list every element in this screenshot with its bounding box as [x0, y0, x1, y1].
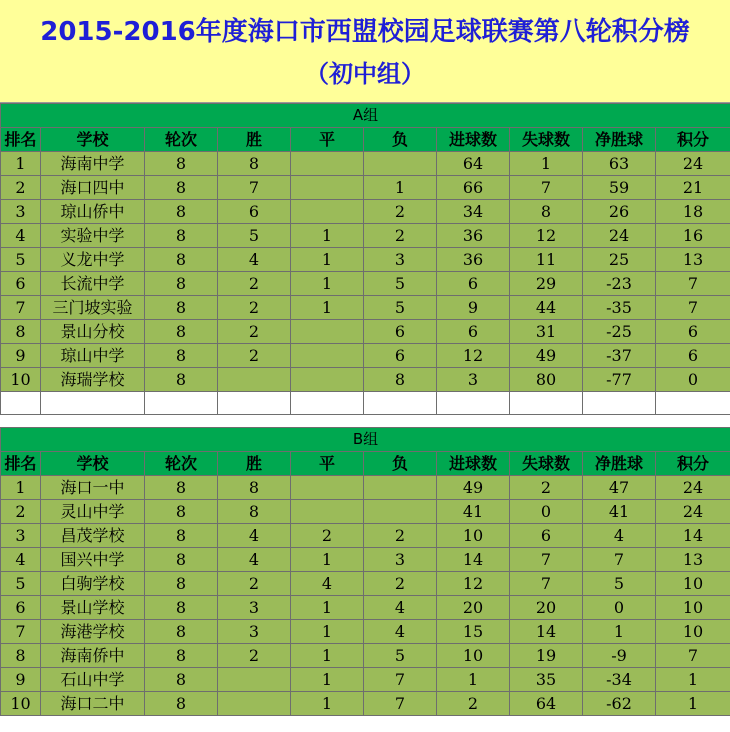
goals-for-cell: 15 — [437, 620, 510, 644]
points-cell: 10 — [656, 572, 730, 596]
goals-for-cell: 64 — [437, 152, 510, 176]
goals-against-cell: 8 — [510, 200, 583, 224]
goal-diff-cell: -25 — [583, 320, 656, 344]
table-row — [1, 368, 730, 392]
rounds-cell: 8 — [145, 320, 218, 344]
wins-cell: 2 — [218, 644, 291, 668]
empty-cell — [291, 392, 364, 415]
goal-diff-cell: -9 — [583, 644, 656, 668]
school-cell: 海口四中 — [41, 176, 145, 200]
school-cell: 海口一中 — [41, 476, 145, 500]
header-wins: 胜 — [218, 452, 291, 476]
goals-against-cell: 7 — [510, 572, 583, 596]
goals-for-cell: 12 — [437, 572, 510, 596]
rank-cell: 5 — [1, 572, 41, 596]
table-row — [1, 668, 730, 692]
table-row — [1, 644, 730, 668]
rank-cell: 8 — [1, 644, 41, 668]
table-row — [1, 200, 730, 224]
table-row — [1, 596, 730, 620]
rank-cell: 10 — [1, 368, 41, 392]
goal-diff-cell: 5 — [583, 572, 656, 596]
losses-cell: 2 — [364, 524, 437, 548]
losses-cell: 6 — [364, 320, 437, 344]
header-school: 学校 — [41, 128, 145, 152]
goal-diff-cell: 4 — [583, 524, 656, 548]
school-cell: 琼山中学 — [41, 344, 145, 368]
wins-cell: 3 — [218, 596, 291, 620]
points-cell: 24 — [656, 476, 730, 500]
rank-cell: 3 — [1, 200, 41, 224]
draws-cell: 1 — [291, 296, 364, 320]
draws-cell: 1 — [291, 692, 364, 716]
points-cell: 1 — [656, 668, 730, 692]
empty-cell — [510, 392, 583, 415]
header-rank: 排名 — [1, 452, 41, 476]
rank-cell: 6 — [1, 596, 41, 620]
group-b-table — [0, 427, 730, 716]
goals-against-cell: 29 — [510, 272, 583, 296]
school-cell: 石山中学 — [41, 668, 145, 692]
goals-for-cell: 49 — [437, 476, 510, 500]
goals-against-cell: 0 — [510, 500, 583, 524]
points-cell: 24 — [656, 152, 730, 176]
draws-cell: 1 — [291, 272, 364, 296]
goal-diff-cell: 63 — [583, 152, 656, 176]
goals-for-cell: 6 — [437, 320, 510, 344]
wins-cell: 2 — [218, 272, 291, 296]
rounds-cell: 8 — [145, 644, 218, 668]
losses-cell: 5 — [364, 296, 437, 320]
rank-cell: 8 — [1, 320, 41, 344]
empty-cell — [656, 392, 730, 415]
draws-cell — [291, 152, 364, 176]
table-row — [1, 620, 730, 644]
group-title-row — [1, 104, 730, 128]
wins-cell: 2 — [218, 572, 291, 596]
goals-for-cell: 6 — [437, 272, 510, 296]
losses-cell: 2 — [364, 200, 437, 224]
goals-against-cell: 7 — [510, 548, 583, 572]
rounds-cell: 8 — [145, 500, 218, 524]
losses-cell: 8 — [364, 368, 437, 392]
goal-diff-cell: -62 — [583, 692, 656, 716]
table-header-row — [1, 128, 730, 152]
losses-cell: 2 — [364, 224, 437, 248]
school-cell: 景山学校 — [41, 596, 145, 620]
wins-cell: 6 — [218, 200, 291, 224]
header-goal-diff: 净胜球 — [583, 452, 656, 476]
losses-cell: 7 — [364, 668, 437, 692]
rounds-cell: 8 — [145, 200, 218, 224]
rounds-cell: 8 — [145, 176, 218, 200]
empty-cell — [218, 392, 291, 415]
school-cell: 三门坡实验 — [41, 296, 145, 320]
goals-for-cell: 36 — [437, 248, 510, 272]
goals-for-cell: 34 — [437, 200, 510, 224]
rounds-cell: 8 — [145, 524, 218, 548]
points-cell: 7 — [656, 272, 730, 296]
rank-cell: 6 — [1, 272, 41, 296]
table-row — [1, 296, 730, 320]
points-cell: 13 — [656, 248, 730, 272]
group-title-row — [1, 428, 730, 452]
header-rounds: 轮次 — [145, 128, 218, 152]
rounds-cell: 8 — [145, 224, 218, 248]
points-cell: 10 — [656, 596, 730, 620]
table-row — [1, 152, 730, 176]
wins-cell: 2 — [218, 320, 291, 344]
losses-cell: 2 — [364, 572, 437, 596]
points-cell: 6 — [656, 320, 730, 344]
table-row — [1, 572, 730, 596]
rank-cell: 5 — [1, 248, 41, 272]
table-row — [1, 248, 730, 272]
rounds-cell: 8 — [145, 152, 218, 176]
goals-for-cell: 10 — [437, 644, 510, 668]
empty-cell — [1, 392, 41, 415]
goal-diff-cell: -77 — [583, 368, 656, 392]
wins-cell: 3 — [218, 620, 291, 644]
school-cell: 灵山中学 — [41, 500, 145, 524]
losses-cell: 7 — [364, 692, 437, 716]
header-goals-for: 进球数 — [437, 128, 510, 152]
draws-cell: 2 — [291, 524, 364, 548]
school-cell: 海南侨中 — [41, 644, 145, 668]
points-cell: 21 — [656, 176, 730, 200]
goals-against-cell: 80 — [510, 368, 583, 392]
page-subtitle: （初中组） — [305, 60, 425, 88]
school-cell: 实验中学 — [41, 224, 145, 248]
goal-diff-cell: -34 — [583, 668, 656, 692]
goals-for-cell: 14 — [437, 548, 510, 572]
goals-for-cell: 2 — [437, 692, 510, 716]
wins-cell: 8 — [218, 500, 291, 524]
table-row — [1, 176, 730, 200]
rounds-cell: 8 — [145, 668, 218, 692]
rounds-cell: 8 — [145, 620, 218, 644]
losses-cell: 5 — [364, 644, 437, 668]
rank-cell: 1 — [1, 476, 41, 500]
rank-cell: 4 — [1, 548, 41, 572]
header-wins: 胜 — [218, 128, 291, 152]
rounds-cell: 8 — [145, 476, 218, 500]
empty-cell — [41, 392, 145, 415]
goals-against-cell: 12 — [510, 224, 583, 248]
points-cell: 7 — [656, 644, 730, 668]
draws-cell: 1 — [291, 668, 364, 692]
table-row — [1, 476, 730, 500]
empty-cell — [583, 392, 656, 415]
goals-against-cell: 31 — [510, 320, 583, 344]
goals-against-cell: 14 — [510, 620, 583, 644]
goal-diff-cell: 59 — [583, 176, 656, 200]
header-goal-diff: 净胜球 — [583, 128, 656, 152]
school-cell: 海港学校 — [41, 620, 145, 644]
goals-against-cell: 44 — [510, 296, 583, 320]
wins-cell — [218, 692, 291, 716]
draws-cell — [291, 176, 364, 200]
goals-for-cell: 10 — [437, 524, 510, 548]
losses-cell — [364, 500, 437, 524]
losses-cell: 5 — [364, 272, 437, 296]
goals-for-cell: 66 — [437, 176, 510, 200]
wins-cell: 8 — [218, 476, 291, 500]
school-cell: 海南中学 — [41, 152, 145, 176]
goals-for-cell: 9 — [437, 296, 510, 320]
header-goals-for: 进球数 — [437, 452, 510, 476]
points-cell: 6 — [656, 344, 730, 368]
goal-diff-cell: -37 — [583, 344, 656, 368]
goal-diff-cell: 47 — [583, 476, 656, 500]
draws-cell: 1 — [291, 620, 364, 644]
goal-diff-cell: 7 — [583, 548, 656, 572]
goals-against-cell: 35 — [510, 668, 583, 692]
empty-cell — [364, 392, 437, 415]
wins-cell: 4 — [218, 524, 291, 548]
rounds-cell: 8 — [145, 548, 218, 572]
header-rounds: 轮次 — [145, 452, 218, 476]
draws-cell: 1 — [291, 224, 364, 248]
table-row — [1, 224, 730, 248]
goals-against-cell: 11 — [510, 248, 583, 272]
school-cell: 国兴中学 — [41, 548, 145, 572]
table-row — [1, 548, 730, 572]
table-header-row — [1, 452, 730, 476]
losses-cell — [364, 152, 437, 176]
goals-against-cell: 49 — [510, 344, 583, 368]
draws-cell: 1 — [291, 644, 364, 668]
empty-cell — [145, 392, 218, 415]
header-points: 积分 — [656, 452, 730, 476]
table-row — [1, 320, 730, 344]
rank-cell: 10 — [1, 692, 41, 716]
wins-cell: 5 — [218, 224, 291, 248]
header-losses: 负 — [364, 452, 437, 476]
header-goals-against: 失球数 — [510, 452, 583, 476]
rank-cell: 3 — [1, 524, 41, 548]
header-school: 学校 — [41, 452, 145, 476]
losses-cell: 1 — [364, 176, 437, 200]
header-losses: 负 — [364, 128, 437, 152]
rounds-cell: 8 — [145, 272, 218, 296]
school-cell: 琼山侨中 — [41, 200, 145, 224]
losses-cell: 3 — [364, 248, 437, 272]
rounds-cell: 8 — [145, 368, 218, 392]
goal-diff-cell: -35 — [583, 296, 656, 320]
draws-cell: 1 — [291, 248, 364, 272]
goal-diff-cell: -23 — [583, 272, 656, 296]
points-cell: 16 — [656, 224, 730, 248]
draws-cell: 1 — [291, 548, 364, 572]
goal-diff-cell: 41 — [583, 500, 656, 524]
school-cell: 白驹学校 — [41, 572, 145, 596]
draws-cell: 4 — [291, 572, 364, 596]
draws-cell — [291, 320, 364, 344]
rounds-cell: 8 — [145, 692, 218, 716]
school-cell: 景山分校 — [41, 320, 145, 344]
points-cell: 14 — [656, 524, 730, 548]
header-goals-against: 失球数 — [510, 128, 583, 152]
losses-cell: 4 — [364, 620, 437, 644]
rounds-cell: 8 — [145, 296, 218, 320]
rank-cell: 7 — [1, 296, 41, 320]
draws-cell — [291, 476, 364, 500]
goal-diff-cell: 26 — [583, 200, 656, 224]
goals-against-cell: 19 — [510, 644, 583, 668]
group-title: A组 — [1, 104, 730, 128]
rank-cell: 9 — [1, 344, 41, 368]
points-cell: 7 — [656, 296, 730, 320]
header-points: 积分 — [656, 128, 730, 152]
table-row — [1, 524, 730, 548]
rank-cell: 7 — [1, 620, 41, 644]
points-cell: 10 — [656, 620, 730, 644]
goals-against-cell: 6 — [510, 524, 583, 548]
wins-cell — [218, 668, 291, 692]
header-draws: 平 — [291, 128, 364, 152]
table-row — [1, 500, 730, 524]
header-rank: 排名 — [1, 128, 41, 152]
wins-cell — [218, 368, 291, 392]
draws-cell — [291, 200, 364, 224]
losses-cell — [364, 476, 437, 500]
school-cell: 长流中学 — [41, 272, 145, 296]
empty-cell — [437, 392, 510, 415]
goals-for-cell: 36 — [437, 224, 510, 248]
table-row — [1, 272, 730, 296]
goals-against-cell: 20 — [510, 596, 583, 620]
school-cell: 海口二中 — [41, 692, 145, 716]
goals-against-cell: 7 — [510, 176, 583, 200]
losses-cell: 4 — [364, 596, 437, 620]
rank-cell: 1 — [1, 152, 41, 176]
losses-cell: 6 — [364, 344, 437, 368]
wins-cell: 4 — [218, 248, 291, 272]
header-draws: 平 — [291, 452, 364, 476]
wins-cell: 8 — [218, 152, 291, 176]
wins-cell: 2 — [218, 344, 291, 368]
rank-cell: 2 — [1, 176, 41, 200]
goals-for-cell: 1 — [437, 668, 510, 692]
points-cell: 18 — [656, 200, 730, 224]
rank-cell: 4 — [1, 224, 41, 248]
goal-diff-cell: 1 — [583, 620, 656, 644]
goals-against-cell: 64 — [510, 692, 583, 716]
wins-cell: 2 — [218, 296, 291, 320]
table-row — [1, 692, 730, 716]
school-cell: 海瑞学校 — [41, 368, 145, 392]
school-cell: 义龙中学 — [41, 248, 145, 272]
draws-cell — [291, 368, 364, 392]
table-row — [1, 344, 730, 368]
goal-diff-cell: 0 — [583, 596, 656, 620]
rank-cell: 9 — [1, 668, 41, 692]
group-a-table — [0, 103, 730, 415]
draws-cell — [291, 344, 364, 368]
spacer-row — [1, 392, 730, 415]
rounds-cell: 8 — [145, 572, 218, 596]
page-title: 2015-2016年度海口市西盟校园足球联赛第八轮积分榜 — [40, 17, 690, 47]
draws-cell: 1 — [291, 596, 364, 620]
draws-cell — [291, 500, 364, 524]
points-cell: 13 — [656, 548, 730, 572]
points-cell: 0 — [656, 368, 730, 392]
group-title: B组 — [1, 428, 730, 452]
goal-diff-cell: 25 — [583, 248, 656, 272]
goals-for-cell: 3 — [437, 368, 510, 392]
school-cell: 昌茂学校 — [41, 524, 145, 548]
goals-against-cell: 1 — [510, 152, 583, 176]
rank-cell: 2 — [1, 500, 41, 524]
goal-diff-cell: 24 — [583, 224, 656, 248]
goals-for-cell: 41 — [437, 500, 510, 524]
points-cell: 1 — [656, 692, 730, 716]
rounds-cell: 8 — [145, 248, 218, 272]
title-band — [0, 0, 730, 103]
goals-against-cell: 2 — [510, 476, 583, 500]
points-cell: 24 — [656, 500, 730, 524]
losses-cell: 3 — [364, 548, 437, 572]
wins-cell: 7 — [218, 176, 291, 200]
goals-for-cell: 12 — [437, 344, 510, 368]
goals-for-cell: 20 — [437, 596, 510, 620]
rounds-cell: 8 — [145, 596, 218, 620]
rounds-cell: 8 — [145, 344, 218, 368]
wins-cell: 4 — [218, 548, 291, 572]
